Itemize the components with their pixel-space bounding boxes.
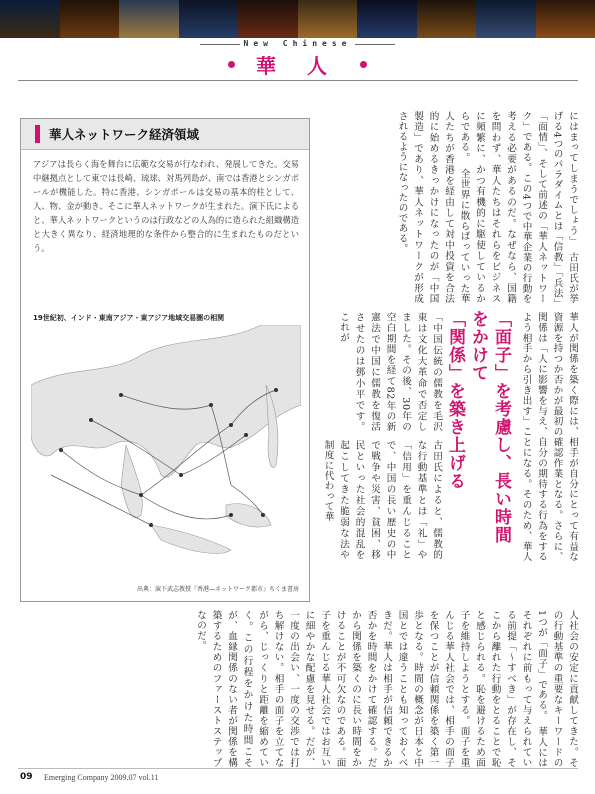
banner-photo (357, 0, 417, 38)
banner-photo (0, 0, 60, 38)
map-source: 出典：演下武志教授『香港―ネットワーク都市』ちくま書房 (136, 586, 299, 593)
banner-photo (476, 0, 536, 38)
banner-photo (179, 0, 239, 38)
kicker-rule-right (355, 44, 395, 45)
sidebar-box-text: アジアは長らく海を舞台に広範な交易が行なわれ、発展してきた。交易中継拠点として東では長崎、琉球、対馬列島が、南では香港とシンガポールが機能した。特に香港、シンガポールは交易の基本的柱として、人、物、金が動き、そこに華人ネットワークが生まれた。演下氏によると、華人ネットワークというのは行政などの人為的に造られた組織構造と大きく異なり、経済地理的な条件から整合的に生まれたものだという。 (33, 159, 299, 253)
subheading-line: 「面子」を考慮し、長い時間をかけて (468, 310, 511, 544)
publication-name: Emerging Company 2009.07 vol.11 (44, 773, 159, 782)
page-number: 09 (20, 772, 33, 782)
body-column: 華人が関係を築く際には、相手が自分にとって有益な資源を持つか否かが最初の確認作業となる。さらに、関係は「人に影響を与え、自分の期待する行為をするよう相手から引き出す」ことになる。そのため、華人 (520, 312, 578, 562)
footer-rule (18, 768, 578, 769)
subheading-line: 「関係」を築き上げる (445, 310, 465, 490)
body-column: 古田氏によると、儒教的な行動基準とは「礼」や「信用」を重んじることで、中国の長い歴史の中で戦争や災害、貧困、移民といった社会的混乱を起こしてきた脆弱な法や制度に代わって華 (322, 440, 442, 560)
banner-photo (536, 0, 595, 38)
body-column: にはまってしまうでしょう」 古田氏が挙げる4つのパラダイムとは「信教」「兵法」「面情」、そして前述の「華人ネットワーク」である。この4つで中華企業の行動を考える必要があるのだ。なぜなら、国籍を問わず、華人たちはそれらをビジネスに頻繁に、かつ有機的に駆使しているからである。 全世界に散らばっていった華人たちが香港を経由して対中投資を合法的に始めるきっかけになったのが「中国製造」であり、華人ネットワークが形成されるようになったのである。 (396, 111, 578, 304)
page-title: 華 人 (256, 54, 339, 78)
trade-network-map (31, 325, 301, 577)
subheading (446, 310, 512, 560)
photo-banner (0, 0, 595, 38)
accent-bar (35, 125, 40, 143)
banner-photo (119, 0, 179, 38)
header-rule (18, 80, 578, 81)
banner-photo (60, 0, 120, 38)
sidebar-box-header (21, 119, 309, 150)
body-column: 「中国伝統の儒教を毛沢東は文化大革命で否定しました。その後、30年の空白期間を経て82年の新憲法で中国に儒教を復活させたのは鄧小平です。これが (338, 312, 442, 432)
banner-photo (238, 0, 298, 38)
body-column: 人社会の安定に貢献してきた。その行動基準の重要なキーワードの1つが「面子」である。 華人にはそれぞれに前もって与えられている前提「～すべき」が存在し、そこから離れた行動をとることで恥と感じられる。恥を避けるため面子を維持しようとする。面子を重んじる華人社会では、相手の面子を保つことが信頼関係を築く第一歩となる。時間の概念が日本と中国とでは違うことも知っておくべきだ。華人は相手が信頼できるか否かを時間をかけて確認する。だから関係を築くのに長い時間をかけることが不可欠なのである。面子を重んじる華人社会ではお互いに細やかな配慮を見せる。だが、一度の出会い、一度の交渉では打ち解けない。相手の面子を立てながら、じっくりと距離を縮めていく。この行程をかけた時間こそが、血縁関係のない者が関係を構築するためのファーストステップなのだ。 (195, 610, 578, 768)
map-caption: 19世紀初、インド・東南アジア・東アジア地域交易圏の相関 (33, 314, 225, 322)
title-dot-right (360, 61, 367, 68)
sidebar-box-title: 華人ネットワーク経済領域 (49, 127, 200, 142)
banner-photo (417, 0, 477, 38)
section-kicker: New Chinese (243, 39, 352, 48)
sidebar-box (20, 118, 310, 602)
banner-photo (298, 0, 358, 38)
